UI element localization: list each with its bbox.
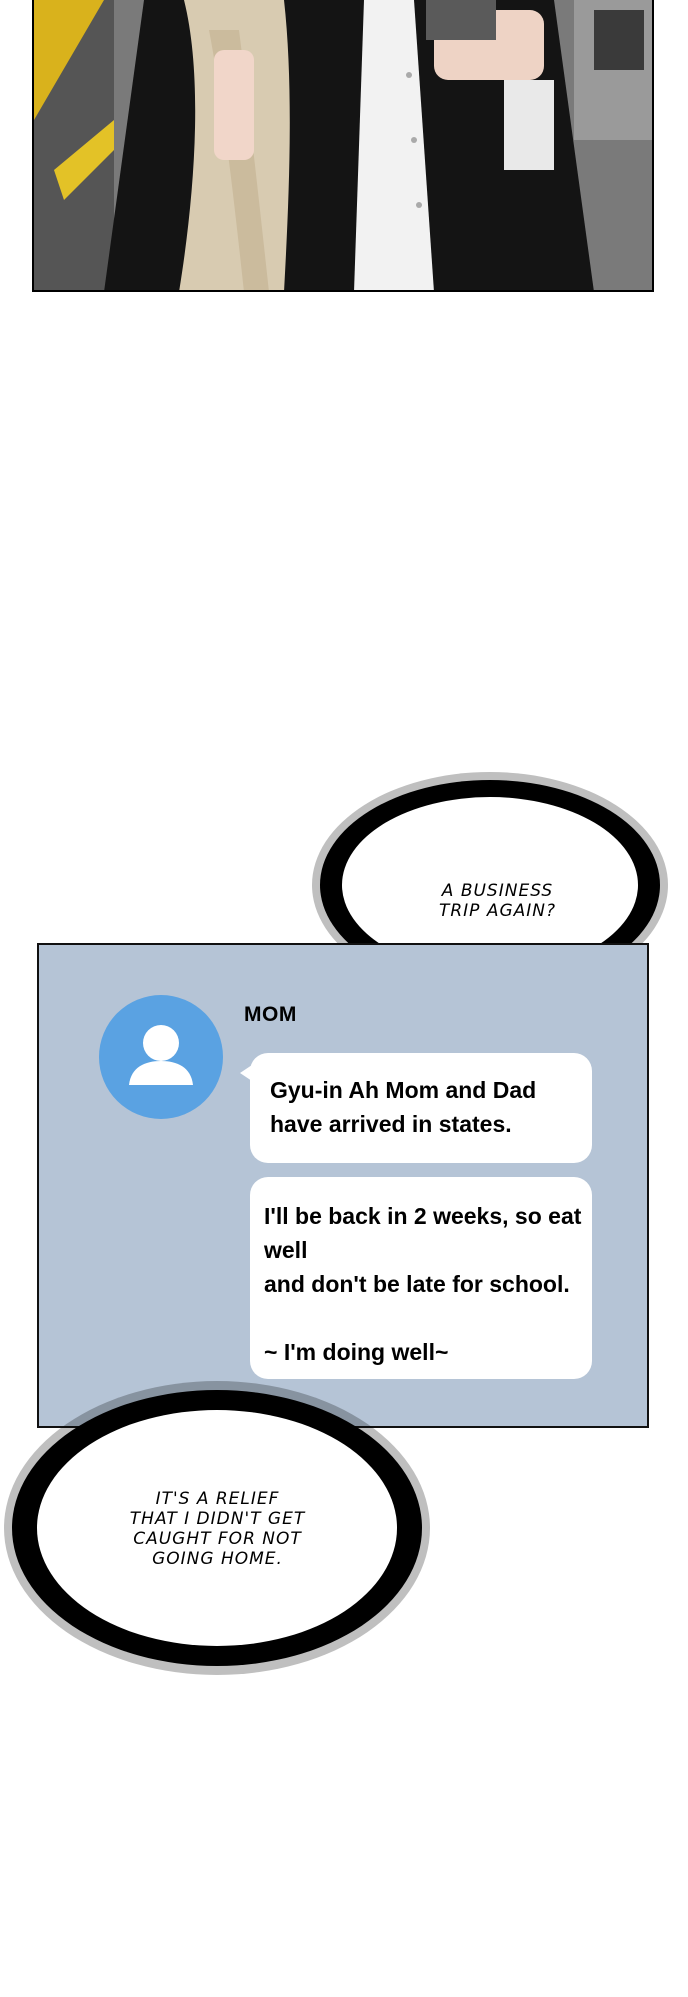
sender-name: MOM bbox=[244, 1003, 297, 1026]
message-bubble bbox=[250, 1053, 592, 1163]
comic-panel-illustration bbox=[32, 0, 654, 292]
message-line bbox=[264, 1301, 592, 1335]
message-line: and don't be late for school. bbox=[264, 1271, 570, 1297]
avatar bbox=[99, 995, 223, 1119]
message-line: Gyu-in Ah Mom and Dad bbox=[270, 1077, 537, 1103]
thought-text-bottom: IT'S A RELIEF THAT I DIDN'T GET CAUGHT FOR NOT GOING HOME. bbox=[129, 1489, 306, 1569]
message-line: ~ I'm doing well~ bbox=[264, 1339, 449, 1365]
bubble-tail bbox=[240, 1065, 252, 1081]
message-line: have arrived in states. bbox=[270, 1111, 512, 1137]
illustration-art bbox=[34, 0, 654, 292]
message-bubble bbox=[250, 1177, 592, 1379]
person-icon bbox=[99, 995, 223, 1119]
thought-text-top: A BUSINESS TRIP AGAIN? bbox=[438, 881, 557, 921]
message-line: I'll be back in 2 weeks, so eat well bbox=[264, 1203, 582, 1263]
message-screen bbox=[37, 943, 649, 1428]
